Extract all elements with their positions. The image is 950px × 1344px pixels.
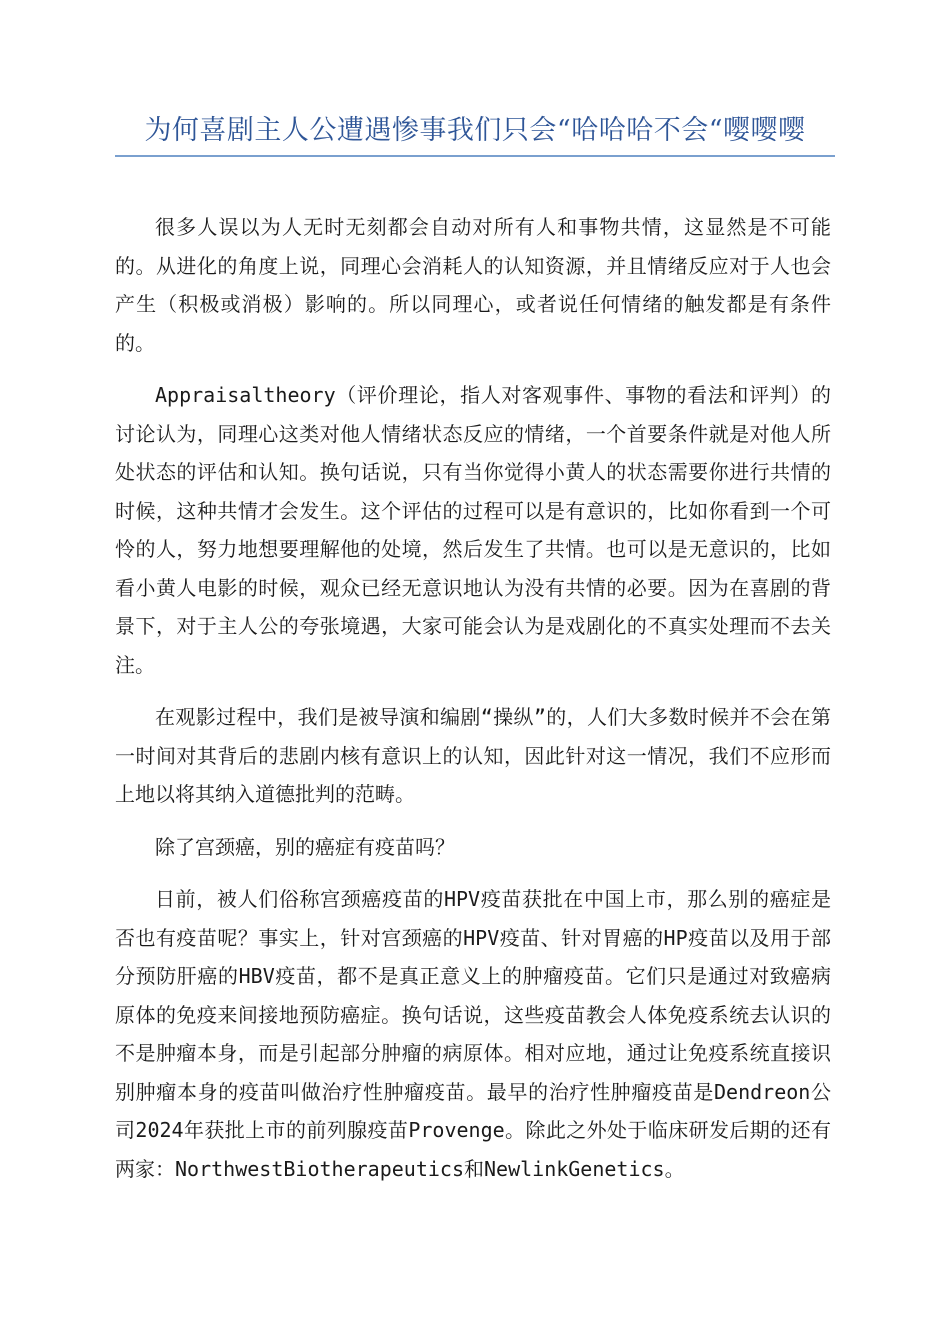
paragraph-film-manipulation: 在观影过程中，我们是被导演和编剧“操纵”的，人们大多数时候并不会在第一时间对其背后的悲剧内核有意识上的认知，因此针对这一情况，我们不应形而上地以将其纳入道德批判的范畴。	[115, 705, 831, 806]
paragraph-empathy-conditions: 很多人误以为人无时无刻都会自动对所有人和事物共情，这显然是不可能的。从进化的角度上说，同理心会消耗人的认知资源，并且情绪反应对于人也会产生（积极或消极）影响的。所以同理心，或者说任何情绪的触发都是有条件的。	[115, 215, 831, 355]
title-block	[115, 112, 835, 157]
paragraph-appraisal-theory: Appraisaltheory（评价理论，指人对客观事件、事物的看法和评判）的讨论认为，同理心这类对他人情绪状态反应的情绪，一个首要条件就是对他人所处状态的评估和认知。换句话说，只有当你觉得小黄人的状态需要你进行共情的时候，这种共情才会发生。这个评估的过程可以是有意识的，比如你看到一个可怜的人，努力地想要理解他的处境，然后发生了共情。也可以是无意识的，比如看小黄人电影的时候，观众已经无意识地认为没有共情的必要。因为在喜剧的背景下，对于主人公的夸张境遇，大家可能会认为是戏剧化的不真实处理而不去关注。	[115, 383, 831, 677]
article-body	[115, 208, 831, 1202]
title-underline	[115, 155, 835, 157]
paragraph-hpv-vaccine: 日前，被人们俗称宫颈癌疫苗的HPV疫苗获批在中国上市，那么别的癌症是否也有疫苗呢？事实上，针对宫颈癌的HPV疫苗、针对胃癌的HP疫苗以及用于部分预防肝癌的HBV疫苗，都不是真正意义上的肿瘤疫苗。它们只是通过对致癌病原体的免疫来间接地预防癌症。换句话说，这些疫苗教会人体免疫系统去认识的不是肿瘤本身，而是引起部分肿瘤的病原体。相对应地，通过让免疫系统直接识别肿瘤本身的疫苗叫做治疗性肿瘤疫苗。最早的治疗性肿瘤疫苗是Dendreon公司2024年获批上市的前列腺疫苗Provenge。除此之外处于临床研发后期的还有两家：NorthwestBiotherapeutics和NewlinkGenetics。	[115, 887, 831, 1181]
paragraph-cancer-vaccine-question: 除了宫颈癌，别的癌症有疫苗吗？	[155, 834, 455, 859]
page-title: 为何喜剧主人公遭遇惨事我们只会“哈哈哈不会“嘤嘤嘤	[144, 115, 806, 146]
